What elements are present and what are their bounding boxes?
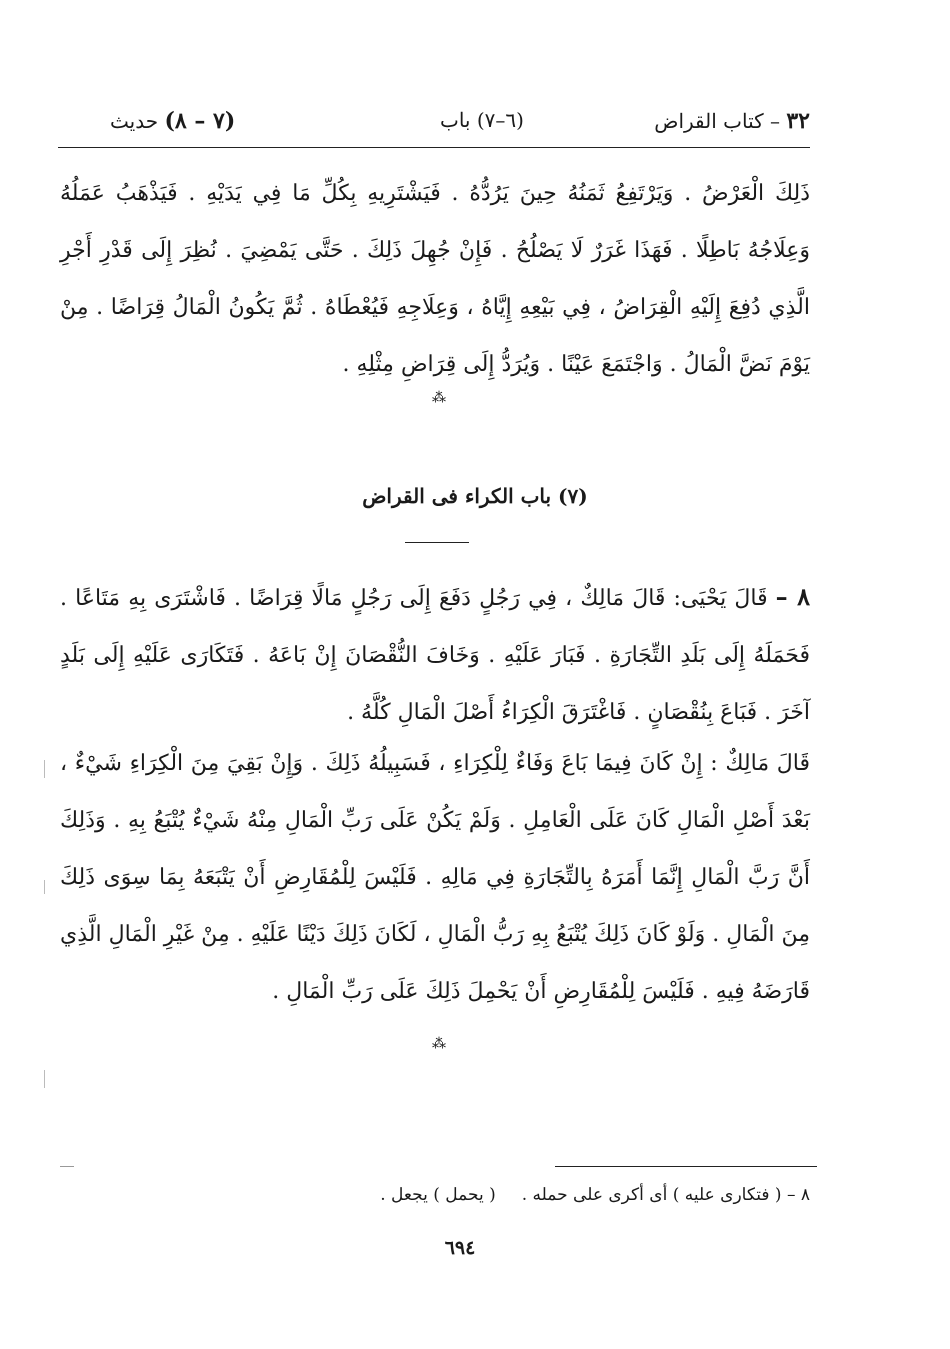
- paragraph-continuation: ذَلِكَ الْعَرْضُ . وَيَرْتَفِعُ ثَمَنُهُ حِينَ يَرُدُّهُ . فَيَشْتَرِيهِ بِكُلِّ مَا فِي يَدَيْهِ . فَيَذْهَبُ عَمَلُهُ وَعِلَاجُهُ بَاطِلًا . فَهَذَا غَرَرٌ لَا يَصْلُحُ . فَإِنْ جُهِلَ ذَلِكَ . حَتَّى يَمْضِيَ . نُظِرَ إِلَى قَدْرِ أَجْرِ الَّذِي دُفِعَ إِلَيْهِ الْقِرَاضُ ، فِي بَيْعِهِ إِيَّاهُ ، وَعِلَاجِهِ فَيُعْطَاهُ . ثُمَّ يَكُونُ الْمَالُ قِرَاضًا . مِنْ يَوْمَ نَضَّ الْمَالُ . وَاجْتَمَعَ عَيْنًا . وَيُرَدُّ إِلَى قِرَاضِ مِثْلِهِ .: [60, 181, 810, 377]
- hadith-paragraph: [60, 568, 810, 741]
- margin-mark: [44, 880, 45, 894]
- footnote-gloss-2: ( يحمل ) يجعل .: [380, 1185, 496, 1205]
- footnote: [250, 1185, 810, 1205]
- hadith-text: قَالَ يَحْيَى: قَالَ مَالِكٌ ، فِي رَجُلٍ دَفَعَ إِلَى رَجُلٍ مَالًا قِرَاضًا . فَاشْتَرَى بِهِ مَتَاعًا . فَحَمَلَهُ إِلَى بَلَدِ التِّجَارَةِ . فَبَارَ عَلَيْهِ . وَخَافَ النُّقْصَانَ إِنْ بَاعَهُ . فَتَكَارَى عَلَيْهِ إِلَى بَلَدٍ آخَرَ . فَبَاعَ بِنُقْصَانٍ . فَاغْتَرَقَ الْكِرَاءُ أَصْلَ الْمَالِ كُلَّهُ .: [60, 586, 810, 725]
- header-book-title: [654, 108, 810, 134]
- asterism-separator: ⁂: [432, 390, 448, 406]
- folio-number: ٦٩٤: [444, 1237, 476, 1259]
- header-page-number: ٣٢: [786, 108, 810, 134]
- margin-mark: [44, 1070, 45, 1088]
- margin-dash: [60, 1166, 74, 1167]
- chapter-title: (٧) باب الكراء فى القراض: [362, 484, 588, 508]
- malik-commentary-paragraph: قَالَ مَالِكٌ : إِنْ كَانَ فِيمَا بَاعَ وَفَاءٌ لِلْكِرَاءِ ، فَسَبِيلُهُ ذَلِكَ . وَإِنْ بَقِيَ مِنَ الْكِرَاءِ شَيْءٌ ، بَعْدَ أَصْلِ الْمَالِ كَانَ عَلَى الْعَامِلِ . وَلَمْ يَكُنْ عَلَى رَبِّ الْمَالِ مِنْهُ شَيْءٌ يُتْبَعُ بِهِ . وَذَلِكَ أَنَّ رَبَّ الْمَالِ إِنَّمَا أَمَرَهُ بِالتِّجَارَةِ فِي مَالِهِ . فَلَيْسَ لِلْمُقَارِضِ أَنْ يَتْبَعَهُ بِمَا سِوَى ذَلِكَ مِنَ الْمَالِ . وَلَوْ كَانَ ذَلِكَ يُتْبَعُ بِهِ رَبُّ الْمَالِ ، لَكَانَ ذَلِكَ دَيْنًا عَلَيْهِ . مِنْ غَيْرِ الْمَالِ الَّذِي قَارَضَهُ فِيهِ . فَلَيْسَ لِلْمُقَارِضِ أَنْ يَحْمِلَ ذَلِكَ عَلَى رَبِّ الْمَالِ .: [60, 751, 810, 1004]
- header-hadith-word: حديث: [110, 109, 159, 133]
- header-hadith-range: (٧ – ٨): [164, 108, 236, 134]
- footnote-gloss-1: ٨ – ( فتكارى عليه ) أى أكرى على حمله .: [521, 1185, 810, 1205]
- header-book-name: – كتاب القراض: [654, 109, 780, 133]
- margin-mark: [44, 760, 45, 778]
- asterism-separator-end: ⁂: [432, 1036, 448, 1052]
- header-chapter-ref: (٦–٧) باب: [440, 108, 524, 132]
- running-header: [110, 108, 810, 144]
- title-rule: [405, 542, 469, 543]
- header-rule: [58, 147, 810, 148]
- hadith-number: ٨ –: [775, 582, 810, 611]
- header-hadith-ref: [110, 108, 235, 134]
- footnote-rule: [555, 1166, 817, 1167]
